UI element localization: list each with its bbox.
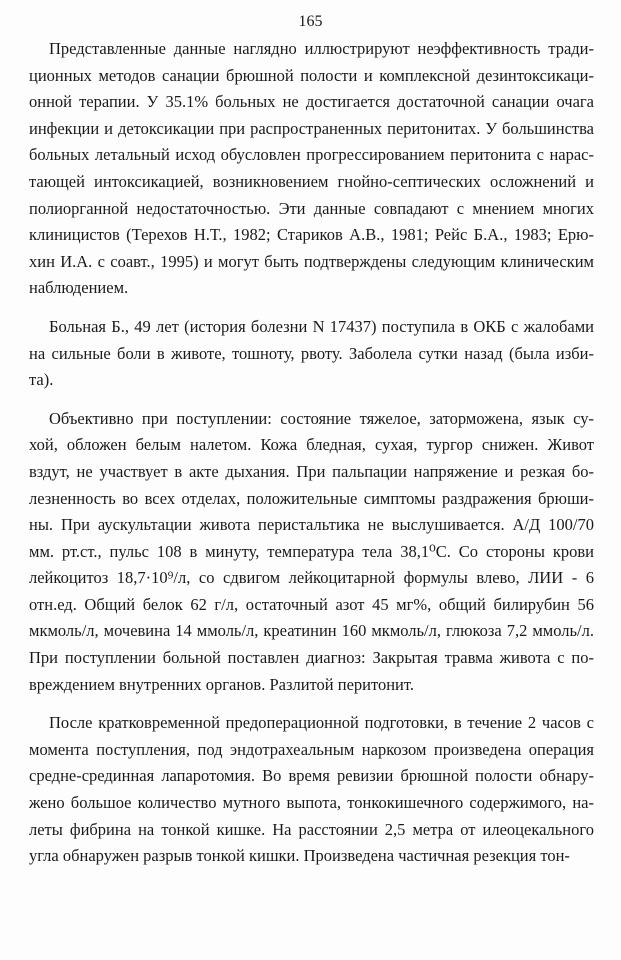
paragraph-gap bbox=[29, 394, 594, 406]
text-line: мкмоль/л, мочевина 14 ммоль/л, креатинин 160 мкмоль/л, глюкоза 7,2 ммоль/л. bbox=[29, 621, 594, 641]
paragraph bbox=[29, 406, 594, 699]
text-line: на сильные боли в животе, тошноту, рвоту. Заболела сутки назад (была изби- bbox=[29, 343, 594, 363]
text-line: ционных методов санации брюшной полости и комплексной дезинтоксикаци- bbox=[29, 65, 594, 85]
text-line: леты фибрина на тонкой кишке. На расстоянии 2,5 метра от илеоцекального bbox=[29, 819, 594, 839]
text-line: онной терапии. У 35.1% больных не достигается достаточной санации очага bbox=[29, 92, 594, 112]
paragraph bbox=[29, 314, 594, 394]
text-line: вздут, не участвует в акте дыхания. При пальпации напряжение и резкая бо- bbox=[29, 461, 594, 481]
text-line: полиорганной недостаточностью. Эти данные совпадают с мнением многих bbox=[29, 198, 594, 218]
text-line: лейкоцитоз 18,7·10⁹/л, со сдвигом лейкоцитарной формулы влево, ЛИИ - 6 bbox=[29, 568, 594, 588]
text-line: угла обнаружен разрыв тонкой кишки. Произведена частичная резекция тон- bbox=[29, 846, 570, 866]
text-line: отн.ед. Общий белок 62 г/л, остаточный азот 45 мг%, общий билирубин 56 bbox=[29, 594, 594, 614]
text-line: вреждением внутренних органов. Разлитой перитонит. bbox=[29, 674, 414, 694]
text-line: ны. При аускультации живота перистальтика не выслушивается. А/Д 100/70 bbox=[29, 515, 594, 535]
text-line: После кратковременной предоперационной подготовки, в течение 2 часов с bbox=[49, 713, 594, 733]
text-line: момента поступления, под эндотрахеальным наркозом произведена операция bbox=[29, 739, 594, 759]
paragraph bbox=[29, 710, 594, 870]
paragraph-gap bbox=[29, 698, 594, 710]
text-line: Больная Б., 49 лет (история болезни N 17437) поступила в ОКБ с жалобами bbox=[49, 316, 594, 336]
text-line: хин И.А. с соавт., 1995) и могут быть подтверждены следующим клиническим bbox=[29, 251, 594, 271]
text-line: больных летальный исход обусловлен прогрессированием перитонита с нарас- bbox=[29, 145, 594, 165]
text-line: лезненность во всех отделах, положительные симптомы раздражения брюши- bbox=[29, 488, 594, 508]
paragraph bbox=[29, 36, 594, 302]
text-line: тающей интоксикацией, возникновением гнойно-септических осложнений и bbox=[29, 171, 594, 191]
page-number: 165 bbox=[298, 13, 323, 30]
text-line: хой, обложен белым налетом. Кожа бледная, сухая, тургор снижен. Живот bbox=[29, 435, 594, 455]
text-line: мм. рт.ст., пульс 108 в минуту, температура тела 38,1⁰С. Со стороны крови bbox=[29, 541, 594, 561]
text-line: При поступлении больной поставлен диагноз: Закрытая травма живота с по- bbox=[29, 648, 594, 668]
text-line: жено большое количество мутного выпота, тонкокишечного содержимого, на- bbox=[29, 793, 594, 813]
text-line: клиницистов (Терехов Н.Т., 1982; Стариков А.В., 1981; Рейс Б.А., 1983; Ерю- bbox=[29, 225, 594, 245]
body-text bbox=[29, 36, 594, 870]
text-line: средне-срединная лапаротомия. Во время ревизии брюшной полости обнару- bbox=[29, 766, 594, 786]
text-line: та). bbox=[29, 370, 54, 390]
text-line: Представленные данные наглядно иллюстрируют неэффективность тради- bbox=[49, 39, 594, 58]
text-line: наблюдением. bbox=[29, 278, 129, 298]
text-line: Объективно при поступлении: состояние тяжелое, заторможена, язык су- bbox=[49, 408, 594, 428]
paragraph-gap bbox=[29, 302, 594, 314]
text-line: инфекции и детоксикации при распространенных перитонитах. У большинства bbox=[29, 118, 594, 138]
